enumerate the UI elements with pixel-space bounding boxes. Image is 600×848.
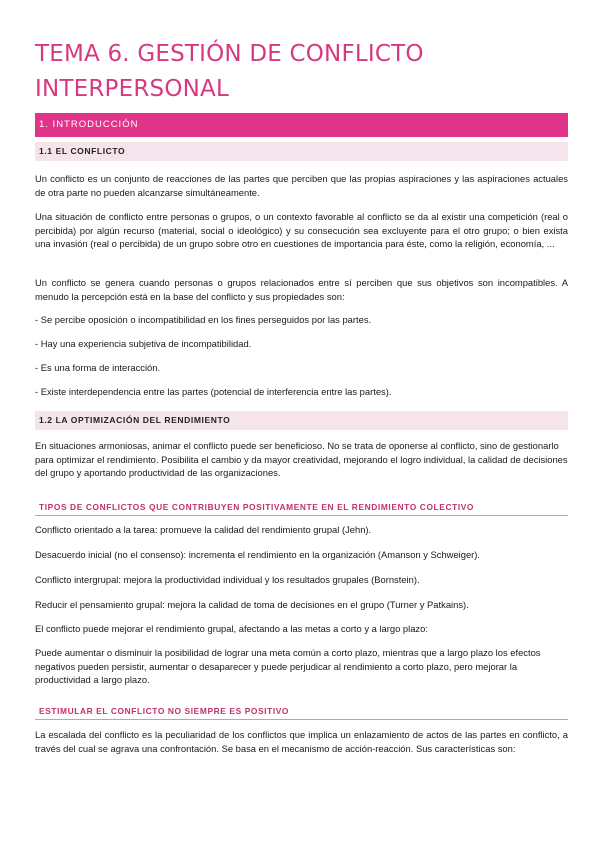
paragraph-percepcion: Un conflicto se genera cuando personas o grupos relacionados entre sí perciben que sus objetivos son incompatibles. A menudo la percepción está en la base del conflicto y sus propiedades son: [35, 277, 568, 302]
subsection-header-conflicto: 1.1 EL CONFLICTO [35, 142, 568, 161]
paragraph-escalada: La escalada del conflicto es la peculiaridad de los conflictos que implica un enlazamiento de actos de las partes en conflicto, a través del cual se agrava una confrontación. Se basa en el mecanismo de acción-reacción. Sus características son: [35, 729, 568, 754]
list-item: - Hay una experiencia subjetiva de incompatibilidad. [35, 338, 252, 349]
subsection-header-optimizacion: 1.2 LA OPTIMIZACIÓN DEL RENDIMIENTO [35, 411, 568, 430]
page-title [35, 37, 568, 107]
paragraph-optimizacion: En situaciones armoniosas, animar el conflicto puede ser beneficioso. No se trata de oponerse al conflicto, sino de gestionarlo para optimizar el rendimiento. Posibilita el cambio y da mayor creatividad, mejorando el logro individual, la calidad de decisiones del grupo y aportando productividad de las organizaciones. [35, 440, 568, 478]
section-header-introduccion: 1. INTRODUCCIÓN [35, 113, 568, 137]
list-item: - Se percibe oposición o incompatibilidad en los fines perseguidos por las partes. [35, 314, 372, 325]
title-line-1: TEMA 6. GESTIÓN DE CONFLICTO [35, 41, 424, 67]
heading-tipos-conflictos: TIPOS DE CONFLICTOS QUE CONTRIBUYEN POSITIVAMENTE EN EL RENDIMIENTO COLECTIVO [35, 502, 568, 516]
paragraph-definicion: Un conflicto es un conjunto de reacciones de las partes que perciben que las propias aspiraciones y las aspiraciones actuales de otra parte no pueden alcanzarse simultáneamente. [35, 173, 568, 198]
list-item: Desacuerdo inicial (no el consenso): incrementa el rendimiento en la organización (Amanson y Schweiger). [35, 549, 481, 560]
title-line-2: INTERPERSONAL [35, 76, 229, 102]
paragraph-metas: Puede aumentar o disminuir la posibilidad de lograr una meta común a corto plazo, mientras que a largo plazo los efectos negativos pueden persistir, aumentar o desaparecer y puede perjudicar al rendimiento a corto plazo, pero mejorar la productividad a largo plazo. [35, 647, 541, 685]
list-item: Reducir el pensamiento grupal: mejora la calidad de toma de decisiones en el grupo (Turner y Patkains). [35, 599, 469, 610]
list-item: Conflicto intergrupal: mejora la productividad individual y los resultados grupales (Bornstein). [35, 574, 420, 585]
list-item: - Es una forma de interacción. [35, 362, 161, 373]
list-item: Conflicto orientado a la tarea: promueve la calidad del rendimiento grupal (Jehn). [35, 524, 372, 535]
paragraph-situacion: Una situación de conflicto entre personas o grupos, o un contexto favorable al conflicto se da al existir una competición (real o percibida) por algún recurso (material, social o ideológico) y su consecución sea excluyente para el otro grupo; o bien exista una invasión (real o percibida) de un grupo sobre otro en cuestiones de importancia para éste, como la religión, economía, ... [35, 211, 568, 249]
heading-estimular-conflicto: ESTIMULAR EL CONFLICTO NO SIEMPRE ES POSITIVO [35, 706, 568, 720]
list-item: El conflicto puede mejorar el rendimiento grupal, afectando a las metas a corto y a largo plazo: [35, 623, 428, 634]
list-item: - Existe interdependencia entre las partes (potencial de interferencia entre las partes). [35, 386, 392, 397]
